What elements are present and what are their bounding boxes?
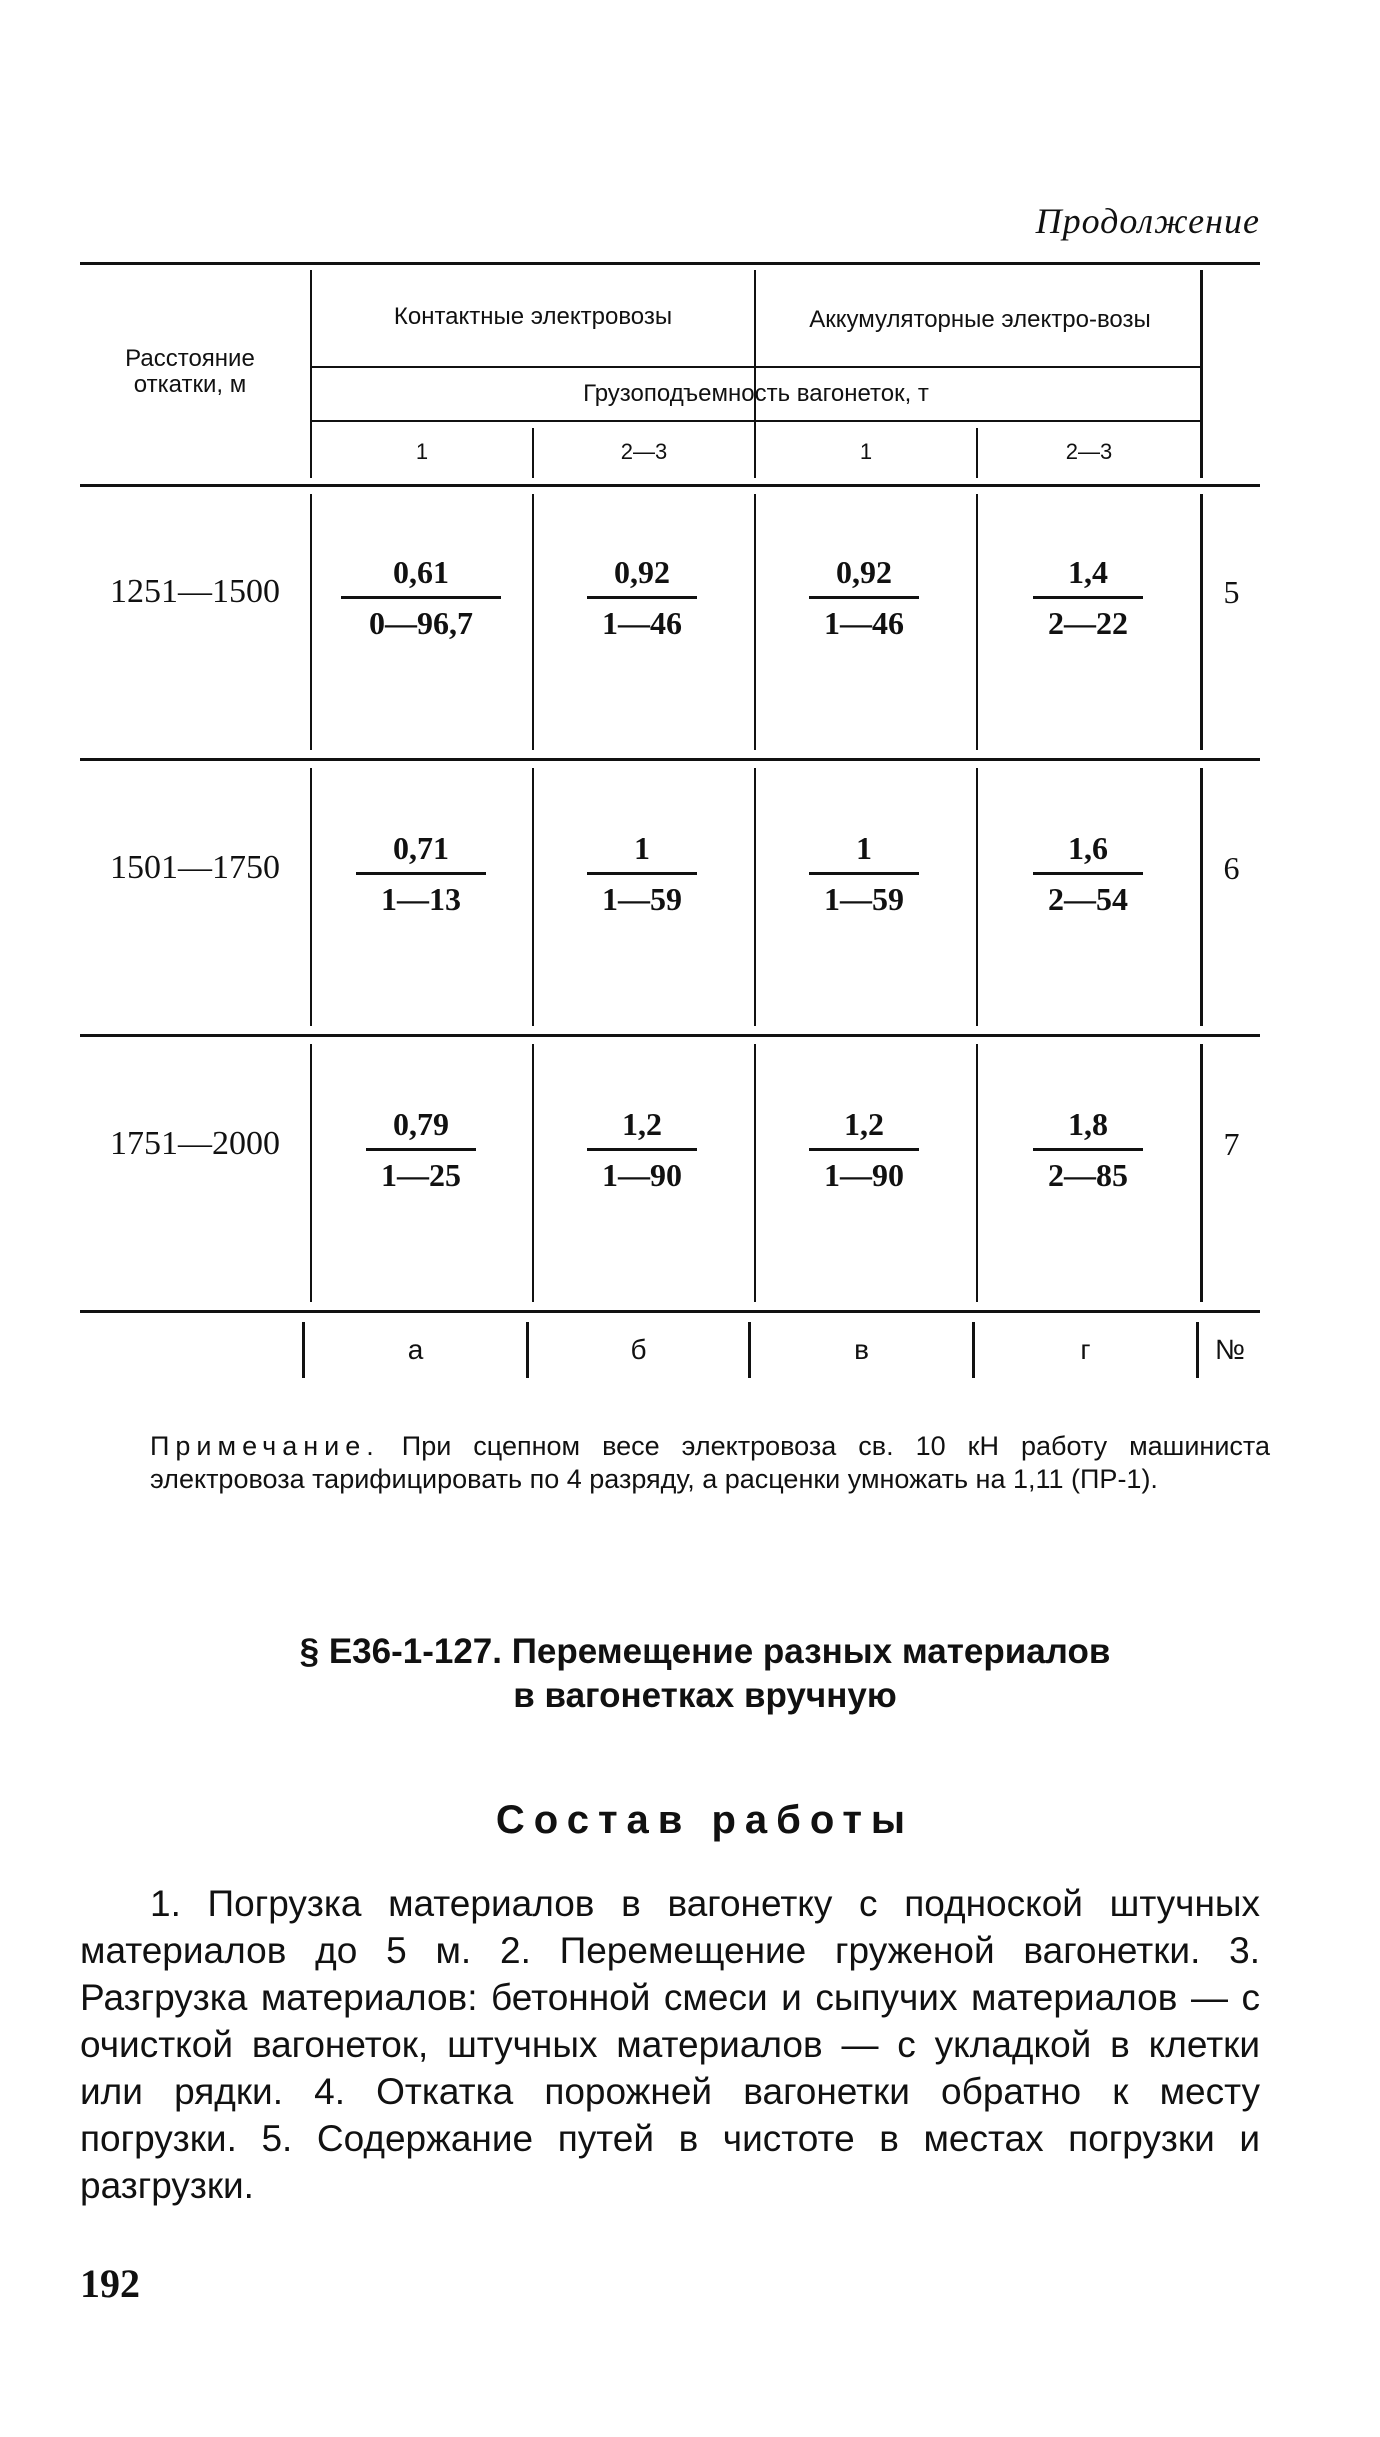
fraction-bar xyxy=(1033,596,1143,599)
row1-b-rate: 0,92 xyxy=(614,554,670,590)
row1-cell-b xyxy=(552,552,732,643)
header-battery-locomotives: Аккумуляторные электро-возы xyxy=(809,306,1151,333)
composition-heading: Состав работы xyxy=(495,1798,915,1842)
row2-number: 6 xyxy=(1223,849,1240,886)
rates-table xyxy=(80,262,1260,1387)
row3-number: 7 xyxy=(1223,1125,1240,1162)
section-title-line1: § Е36-1-127. Перемещение разных материалов xyxy=(299,1632,1111,1671)
note-text: При сцепном весе электровоза св. 10 кН работу машиниста электровоза тарифицировать по 4 разряду, а расценки умножать на 1,11 (ПР-1). xyxy=(150,1431,1270,1494)
row2-d-rate: 1,6 xyxy=(1068,830,1108,866)
column-code-a: а xyxy=(407,1334,424,1365)
section-title-line2: в вагонетках вручную xyxy=(513,1676,897,1715)
row3-c-rate: 1,2 xyxy=(844,1106,884,1142)
row2-a-rate: 0,71 xyxy=(393,830,449,866)
number-sign: № xyxy=(1214,1334,1246,1365)
fraction-bar xyxy=(1033,872,1143,875)
row2-d-price: 2—54 xyxy=(1048,881,1128,917)
row2-bottom-rule xyxy=(80,1034,1260,1037)
header-mid-rule xyxy=(312,366,1202,368)
row1-bottom-rule xyxy=(80,758,1260,761)
fraction-bar xyxy=(341,596,501,599)
page-number: 192 xyxy=(80,2261,140,2306)
row3-c-price: 1—90 xyxy=(824,1157,904,1193)
note-label: Примечание. xyxy=(150,1431,380,1461)
row1-number: 5 xyxy=(1223,573,1240,610)
vrule-code-5 xyxy=(1196,1322,1199,1378)
row1-c-rate: 0,92 xyxy=(836,554,892,590)
column-code-c: в xyxy=(854,1334,869,1365)
row2-cell-c xyxy=(774,828,954,919)
vrule-body-7 xyxy=(532,768,534,1026)
row2-distance: 1501—1750 xyxy=(110,849,280,886)
row3-bottom-rule xyxy=(80,1310,1260,1313)
fraction-bar xyxy=(587,872,697,875)
row1-d-rate: 1,4 xyxy=(1068,554,1108,590)
row1-b-price: 1—46 xyxy=(602,605,682,641)
row3-distance: 1751—2000 xyxy=(110,1125,280,1162)
row2-b-price: 1—59 xyxy=(602,881,682,917)
row1-distance: 1251—1500 xyxy=(110,573,280,610)
row2-c-price: 1—59 xyxy=(824,881,904,917)
table-top-rule xyxy=(80,262,1260,265)
row3-b-price: 1—90 xyxy=(602,1157,682,1193)
header-capacity-2: 2—3 xyxy=(620,439,668,464)
header-capacity-3: 1 xyxy=(859,439,873,464)
header-capacity: Грузоподъемность вагонеток, т xyxy=(583,380,929,407)
fraction-bar xyxy=(809,596,919,599)
header-contact-locomotives: Контактные электровозы xyxy=(393,303,673,330)
continued-label: Продолжение xyxy=(1035,201,1260,241)
header-capacity-1: 1 xyxy=(415,439,429,464)
row3-cell-b xyxy=(552,1104,732,1195)
vrule-body-11 xyxy=(310,1044,312,1302)
row3-cell-d xyxy=(998,1104,1178,1195)
vrule-e xyxy=(1200,270,1203,478)
row1-a-rate: 0,61 xyxy=(393,554,449,590)
fraction-bar xyxy=(1033,1148,1143,1151)
header-capacity-4: 2—3 xyxy=(1065,439,1113,464)
vrule-body-2 xyxy=(532,494,534,750)
row2-cell-b xyxy=(552,828,732,919)
row3-b-rate: 1,2 xyxy=(622,1106,662,1142)
vrule-body-13 xyxy=(754,1044,756,1302)
fraction-bar xyxy=(809,872,919,875)
row3-a-rate: 0,79 xyxy=(393,1106,449,1142)
vrule-body-6 xyxy=(310,768,312,1026)
vrule-body-14 xyxy=(976,1044,978,1302)
row2-a-price: 1—13 xyxy=(381,881,461,917)
work-composition-text: 1. Погрузка материалов в вагонетку с подноской штучных материалов до 5 м. 2. Перемещение груженой вагонетки. 3. Разгрузка материалов: бетонной смеси и сыпучих материалов — с очисткой вагонеток, штучных материалов — с укладкой в клетки или рядки. 4. Откатка порожней вагонетки обратно к месту погрузки. 5. Содержание путей в чистоте в местах погрузки и разгрузки. xyxy=(80,1883,1260,2206)
column-code-b: б xyxy=(630,1334,647,1365)
header-distance: Расстояние откатки, м xyxy=(125,345,255,398)
vrule-body-1 xyxy=(310,494,312,750)
row3-cell-c xyxy=(774,1104,954,1195)
header-capacity-rule xyxy=(312,420,1202,422)
row1-a-price: 0—96,7 xyxy=(369,605,473,641)
section-title xyxy=(150,1630,1260,1718)
row1-cell-a xyxy=(326,552,516,643)
row3-cell-a xyxy=(326,1104,516,1195)
row1-c-price: 1—46 xyxy=(824,605,904,641)
row2-cell-a xyxy=(326,828,516,919)
vrule-body-4 xyxy=(976,494,978,750)
vrule-body-8 xyxy=(754,768,756,1026)
fraction-bar xyxy=(366,1148,476,1151)
row2-b-rate: 1 xyxy=(634,830,650,866)
fraction-bar xyxy=(587,1148,697,1151)
row1-d-price: 2—22 xyxy=(1048,605,1128,641)
vrule-body-12 xyxy=(532,1044,534,1302)
row2-cell-d xyxy=(998,828,1178,919)
row1-cell-d xyxy=(998,552,1178,643)
fraction-bar xyxy=(587,596,697,599)
fraction-bar xyxy=(356,872,486,875)
row3-d-price: 2—85 xyxy=(1048,1157,1128,1193)
column-code-d: г xyxy=(1080,1334,1091,1365)
vrule-body-5 xyxy=(1200,494,1203,750)
vrule-body-3 xyxy=(754,494,756,750)
row2-c-rate: 1 xyxy=(856,830,872,866)
vrule-body-9 xyxy=(976,768,978,1026)
row1-cell-c xyxy=(774,552,954,643)
row3-d-rate: 1,8 xyxy=(1068,1106,1108,1142)
fraction-bar xyxy=(809,1148,919,1151)
row3-a-price: 1—25 xyxy=(381,1157,461,1193)
table-note xyxy=(150,1430,1270,1496)
header-bottom-rule xyxy=(80,484,1260,487)
